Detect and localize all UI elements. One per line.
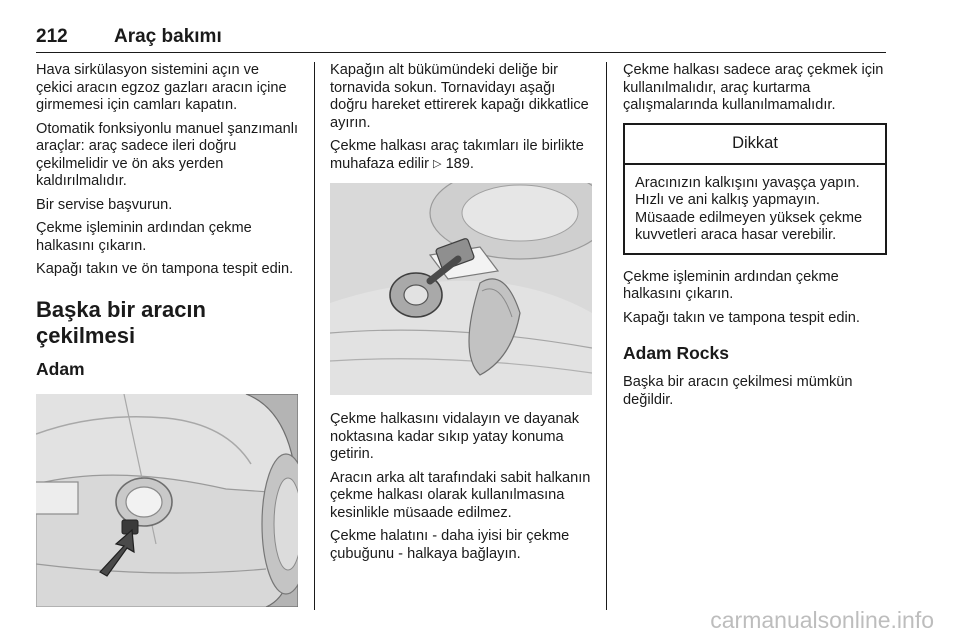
- caution-title: Dikkat: [625, 125, 885, 165]
- column-right: [623, 62, 887, 415]
- paragraph: Çekme halatını - daha iyisi bir çekme çubuğunu - halkaya bağlayın.: [330, 528, 570, 562]
- column-divider: [314, 62, 315, 610]
- subsection-heading: Adam Rocks: [623, 343, 730, 363]
- page-header: [36, 22, 886, 53]
- chapter-title: Araç bakımı: [114, 26, 222, 47]
- paragraph: Bir servise başvurun.: [36, 196, 173, 213]
- triangle-arrow-icon: ▷: [433, 157, 442, 170]
- rear-bumper-illustration: [36, 394, 298, 607]
- paragraph: Başka bir aracın çekilmesi mümkün değildir.: [623, 374, 853, 408]
- page-number: 212: [36, 26, 68, 47]
- towing-eye-illustration: [330, 183, 592, 395]
- subsection-heading: Adam: [36, 358, 85, 379]
- paragraph: Çekme işleminin ardından çekme halkasını çıkarın.: [623, 268, 839, 302]
- paragraph: Kapağı takın ve tampona tespit edin.: [623, 309, 860, 326]
- paragraph: Kapağın alt bükümündeki deliğe bir tornavida sokun. Tornavidayı aşağı doğru hareket ettirerek kapağı dikkatlice ayırın.: [330, 62, 589, 131]
- rear-bumper-drawing: [36, 394, 298, 607]
- watermark: carmanualsonline.info: [710, 607, 934, 633]
- caution-body: [625, 165, 885, 253]
- caution-text: Aracınızın kalkışını yavaşça yapın. Hızlı ve ani kalkış yapmayın. Müsaade edilmeyen yüksek çekme kuvvetleri araca hasar verebilir.: [635, 174, 863, 243]
- column-divider: [606, 62, 607, 610]
- paragraph: [330, 138, 592, 173]
- paragraph: Aracın arka alt tarafındaki sabit halkanın çekme halkası olarak kullanılmasına kesinlikle müsaade edilmez.: [330, 469, 591, 521]
- towing-eye-drawing: [330, 183, 592, 395]
- section-heading: Başka bir aracın çekilmesi: [36, 296, 206, 348]
- caution-box: [623, 123, 887, 255]
- column-middle: [330, 62, 592, 569]
- paragraph: Çekme halkasını vidalayın ve dayanak noktasına kadar sıkıp yatay konuma getirin.: [330, 411, 580, 462]
- column-left: [36, 62, 298, 607]
- page-reference[interactable]: 189.: [445, 155, 474, 172]
- paragraph: Otomatik fonksiyonlu manuel şanzımanlı araçlar: araç sadece ileri doğru çekilmelidir ve ön aks yerden kaldırılmalıdır.: [36, 120, 298, 189]
- paragraph-text: Çekme halkası araç takımları ile birlikte muhafaza edilir: [330, 138, 584, 172]
- paragraph: Çekme işleminin ardından çekme halkasını çıkarın.: [36, 220, 252, 254]
- paragraph: Kapağı takın ve ön tampona tespit edin.: [36, 261, 294, 277]
- paragraph: Hava sirkülasyon sistemini açın ve çekici aracın egzoz gazları aracın içine girmemesi için camları kapatın.: [36, 62, 287, 113]
- paragraph: Çekme halkası sadece araç çekmek için kullanılmalıdır, araç kurtarma çalışmalarında kullanılmamalıdır.: [623, 62, 884, 113]
